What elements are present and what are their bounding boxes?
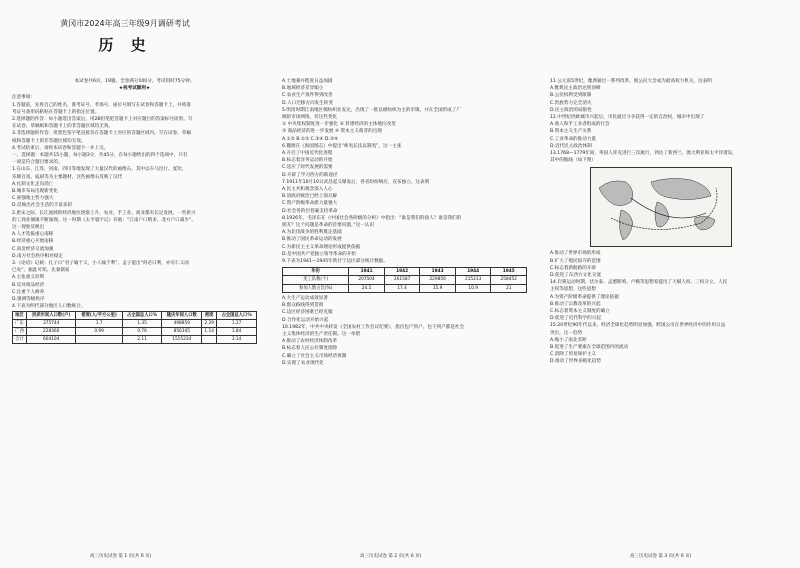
text-line: B.标志着人民公社制度废除 <box>282 346 338 352</box>
text-line: 6.魏源在《海国图志》中提出“师夷长技以制夷”，这一主张 <box>282 143 402 149</box>
column-2-text <box>282 78 527 265</box>
page-footer-3: 高三历史试卷 第 3 页(共 6 页) <box>630 554 692 559</box>
table-header: 1945 <box>491 268 527 276</box>
text-line: A.为北伐战争的胜利奠定基础 <box>282 230 342 236</box>
column-3-text <box>550 78 795 164</box>
table-cell: 1.84 <box>217 327 257 335</box>
table-header: 地区 <box>13 311 27 319</box>
text-line: B.推动了宗教改革的兴起 <box>550 301 601 307</box>
table-row <box>283 284 527 292</box>
column-2 <box>282 78 527 568</box>
page-footer-1: 高三历史试卷 第 1 页(共 6 页) <box>90 554 152 559</box>
text-line: B.扩大了殖民掠夺的范围 <box>550 258 601 264</box>
text-line: 阔的市场网络，但这些变化 <box>282 115 338 121</box>
text-line: B.地域经济差异缩小 <box>282 86 324 92</box>
table-header: 占全国总人口% <box>217 311 257 319</box>
text-line: D.实现了农业现代化 <box>282 360 324 366</box>
text-line: 突出，这一趋势 <box>550 330 583 336</box>
text-line: 3.《论语》记载：孔子曰“君子喻于义，小人喻于利”。孟子提出“何必曰利，亦有仁义而 <box>12 261 189 267</box>
table-cell: 1.35 <box>122 319 162 327</box>
text-line: 2.选择题的作答：每小题选出答案后，用2B铅笔把答题卡上对应题目的答案标号涂黑。写 <box>12 117 193 123</box>
text-line: A.开启了中国近代化进程 <box>282 151 333 157</box>
table-cell: 258452 <box>491 276 527 284</box>
table-cell: 3.14 <box>217 336 257 344</box>
text-line: 主权等思想，这些思想 <box>550 287 596 293</box>
table-header: 隆庆年间人口数 <box>162 311 202 319</box>
table-cell: 2.29 <box>202 319 217 327</box>
table-cell: 2.11 <box>122 336 162 344</box>
text-line: C.确立了社会主义市场经济体制 <box>282 353 347 359</box>
text-line: 12.中世纪西欧城市兴起后，市民通过斗争获得一定的自治权，城市中出现了 <box>550 115 705 121</box>
column-1-text <box>12 94 257 310</box>
text-line: 在试卷、草稿纸和答题卡上的非答题区域均无效。 <box>12 124 114 130</box>
text-line: A.大生产运动成效显著 <box>282 295 328 301</box>
world-map-icon <box>591 168 731 246</box>
table-row <box>13 327 257 335</box>
column-3-text-b <box>550 250 795 365</box>
text-line: A.礼制文化走向消亡 <box>12 181 54 187</box>
table-cell: 604104 <box>26 336 76 344</box>
text-line: 10.1982年，中共中央转发《全国农村工作会议纪要》，指出包产到户、包干到户都是社会 <box>282 324 465 330</box>
text-line: 其中的航线（如下图） <box>550 158 596 164</box>
text-line: 一、选择题：本题共15小题，每小题3分，共45分。在每小题给出的四个选项中，只有 <box>12 153 188 159</box>
text-line: 4.考试结束后，请将本试卷和答题卡一并上交。 <box>12 145 109 151</box>
table-header: 1943 <box>420 268 456 276</box>
text-line: B.群众路线得到贯彻 <box>282 303 324 309</box>
text-line: D.强调等级秩序 <box>12 297 45 303</box>
text-line: 5.明清时期江南地区棉纺织业发达，出现了一批以棉纺织为主的市镇，并在全国形成了广 <box>282 107 461 113</box>
text-line: 7.1911年10月10日武昌起义爆发后，各省纷纷响应，宣布独立。这表明 <box>282 179 430 185</box>
text-line: C.标志着新航路的开辟 <box>550 265 597 271</box>
table-cell: 10.9 <box>455 284 491 292</box>
exam-meta: 本试卷共6页，19题。全卷满分100分。考试用时75分钟。 <box>74 79 195 84</box>
text-line: D.推动了世界多极化趋势 <box>550 359 601 365</box>
population-table <box>12 311 257 345</box>
text-line: A.人才选拔重心南移 <box>12 232 54 238</box>
text-line: D.南方社会秩序相对稳定 <box>12 253 63 259</box>
text-line: C.标志着资本主义制度的确立 <box>550 309 610 315</box>
text-line: 纸和答题卡上的非答题区域均无效。 <box>12 138 86 144</box>
text-line: C.为新民主主义革命理论形成提供依据 <box>282 244 361 250</box>
table-cell: 498859 <box>162 319 202 327</box>
text-line: A.推动了农村经济体制改革 <box>282 339 338 345</box>
text-line: A.缩小了南北差距 <box>550 337 587 343</box>
table-header: 年份 <box>283 268 349 276</box>
secret-mark: ★祝考试顺利★ <box>118 86 151 92</box>
table-cell <box>76 336 122 344</box>
text-line: 乐舞百戏、庖厨等为主要题材，这些画像石反映了汉代 <box>12 174 123 180</box>
text-line: C.资产阶级革命派力量强大 <box>282 201 338 207</box>
text-line: B.清政府统治已经土崩瓦解 <box>282 194 338 200</box>
table-cell: 17.4 <box>384 284 420 292</box>
text-line: B.公民权利受到限制 <box>550 93 592 99</box>
text-line: ① 中央集权制度进一步强化 ② 封建经济的主体地位改变 <box>282 122 396 128</box>
text-line: D.促进了东西方文化交流 <box>550 273 601 279</box>
text-line: A.为资产阶级革命提供了理论依据 <box>550 294 619 300</box>
text-line: C.注重个人修养 <box>12 289 45 295</box>
table-cell: 229856 <box>420 276 456 284</box>
table-header: 密度(人/平方公里) <box>76 311 122 319</box>
text-line: 3.非选择题的作答：用黑色签字笔直接答在答题卡上对应的答题区域内。写在试卷、草稿 <box>12 131 191 137</box>
text-line: 朋友？这个问题是革命的首要问题。”这一认识 <box>282 223 374 229</box>
text-line: D.社会各阶层普遍支持革命 <box>282 208 338 214</box>
text-line: B.反对商品经济 <box>12 282 45 288</box>
text-line: 考证号条形码粘贴在答题卡上的指定位置。 <box>12 109 100 115</box>
table-header: 洪武年间人口数(户) <box>26 311 76 319</box>
text-line: A.推动了世界市场的形成 <box>550 251 601 257</box>
table-cell: 0.76 <box>122 327 162 335</box>
table-cell: 1.7 <box>76 319 122 327</box>
text-line: 注意事项： <box>12 95 35 101</box>
text-line: B.标志着洋务运动的开始 <box>282 158 333 164</box>
column-2-text-b <box>282 295 527 367</box>
text-line: 14.启蒙运动时期，伏尔泰、孟德斯鸠、卢梭等思想家提出了天赋人权、三权分立、人民 <box>550 280 728 286</box>
text-line: B.经济重心开始南移 <box>12 239 54 245</box>
table-cell: 207504 <box>349 276 385 284</box>
text-line: C.南北经济交流加强 <box>12 246 54 252</box>
table-cell <box>202 336 217 344</box>
text-line: D.合作化运动开始兴起 <box>282 317 329 323</box>
text-line: A.雅典民主政治达到顶峰 <box>550 86 601 92</box>
text-line: D.是中国共产党独立领导革命的开始 <box>282 251 356 257</box>
text-line: D.促进了近代科学的兴起 <box>550 316 601 322</box>
text-line: B.促进了生产要素在全球范围内的流动 <box>550 345 629 351</box>
table-header: 1942 <box>384 268 420 276</box>
text-line: 的工商业城镇不断涌现。这一时期《太平寰宇记》有载：“江南户口稍多，北方户口减少”。 <box>12 217 196 223</box>
table-row <box>283 276 527 284</box>
text-line: 13.1768—1779年间，英国人库克进行三次航行，到达了新西兰、澳大利亚和太平洋诸岛， <box>550 151 737 157</box>
table-cell: 215213 <box>455 276 491 284</box>
voyage-map <box>590 167 732 247</box>
table-cell: 24.5 <box>349 284 385 292</box>
text-line: B.推动了国民革命运动的发展 <box>282 237 342 243</box>
text-line: 这一现象反映出 <box>12 225 45 231</box>
text-line: C.贵族势力完全消失 <box>550 100 592 106</box>
text-line: C.消除了贸易保护主义 <box>550 352 597 358</box>
table-cell: 15.9 <box>420 284 456 292</box>
table-cell: 1.14 <box>202 327 217 335</box>
text-line: C.农业生产条件得到改善 <box>282 93 333 99</box>
text-line: B.资本主义生产关系 <box>550 129 592 135</box>
text-line: D.开辟了学习西方的新途径 <box>282 172 338 178</box>
text-line: 9.下表为1941—1945年陕甘宁边区部分统计数据。 <box>282 259 388 265</box>
subject-title: 历 史 <box>98 36 152 54</box>
table-cell: 261587 <box>384 276 420 284</box>
text-line: C.适应了时代发展的需要 <box>282 165 333 171</box>
text-line: 1.在山东、江苏、河南、四川等地发现了大量汉代的画像石，其中以车马出行、宴饮、 <box>12 167 187 173</box>
column-1 <box>12 78 257 568</box>
text-line: ③ 商品经济的进一步发展 ④ 资本主义萌芽的出现 <box>282 129 382 135</box>
text-line: A.主张重义轻利 <box>12 275 45 281</box>
table-cell: 21 <box>491 284 527 292</box>
text-line: 2.唐宋之际，长江流域的经济地位逐渐上升，农业、手工业、商业都有长足发展，一些新兴 <box>12 210 196 216</box>
text-line: D.人口迁移方向发生转变 <box>282 100 333 106</box>
text-line: 4.下表为明代部分地区人口数统计。 <box>12 304 86 310</box>
text-line: 主义集体经济的生产责任制。这一举措 <box>282 331 361 337</box>
table-header: 密度 <box>202 311 217 319</box>
text-line: 已矣”。据此可知，先秦儒家 <box>12 268 70 274</box>
text-line: A.①② B.①③ C.②④ D.③④ <box>282 136 339 142</box>
table-cell: 1515234 <box>162 336 202 344</box>
text-line: 一项是符合题目要求的。 <box>12 160 63 166</box>
column-3 <box>550 78 795 568</box>
table-cell: 375744 <box>26 319 76 327</box>
table-cell: 广西 <box>13 327 27 335</box>
text-line: C.工业革命的推动力量 <box>550 136 597 142</box>
table-row <box>13 336 257 344</box>
text-line: A.民主共和观念深入人心 <box>282 187 333 193</box>
text-line: 15.20世纪90年代以来，经济全球化趋势明显加强，跨国公司在世界经济中的作用日益 <box>550 323 726 329</box>
table-cell: 合计 <box>13 336 27 344</box>
text-line: C.豪强地主势力强大 <box>12 196 54 202</box>
text-line: 8.1926年，毛泽东在《中国社会各阶级的分析》中指出：“谁是我们的敌人？谁是我们的 <box>282 215 462 221</box>
table-cell: 228360 <box>26 327 76 335</box>
exam-title: 黄冈市2024年高三年级9月调研考试 <box>60 19 190 28</box>
table-cell: 广东 <box>13 319 27 327</box>
table-header: 1944 <box>455 268 491 276</box>
table-row <box>13 319 257 327</box>
text-line: C.边区经济困难已经克服 <box>282 310 333 316</box>
text-line: A.商人和手工业者组成的行会 <box>550 122 610 128</box>
text-line: D.近代民主政治体制 <box>550 143 592 149</box>
page-footer-2: 高三历史试卷 第 2 页(共 6 页) <box>360 554 422 559</box>
table-header: 占全国总人口% <box>122 311 162 319</box>
text-line: D.民主政治的局限性 <box>550 107 592 113</box>
table-cell: 856345 <box>162 327 202 335</box>
text-line: D.反映出社会生活的丰富多彩 <box>12 203 73 209</box>
text-line: 11.公元前5世纪，雅典通过一系列改革，使公民大会成为最高权力机关，这表明 <box>550 79 712 84</box>
table-header: 1941 <box>349 268 385 276</box>
table-cell: 变工队数(个) <box>283 276 349 284</box>
text-line: 1.答题前，先将自己的姓名、准考证号、考场号、座位号填写在试卷和答题卡上，并将准 <box>12 102 191 108</box>
table-cell: 参加人数占比(%) <box>283 284 349 292</box>
table-cell: 0.99 <box>76 327 122 335</box>
text-line: A.土地兼并程度日益加剧 <box>282 79 333 84</box>
text-line: B.城市布局出现新变化 <box>12 189 58 195</box>
data-table <box>282 267 527 293</box>
table-cell: 1.27 <box>217 319 257 327</box>
